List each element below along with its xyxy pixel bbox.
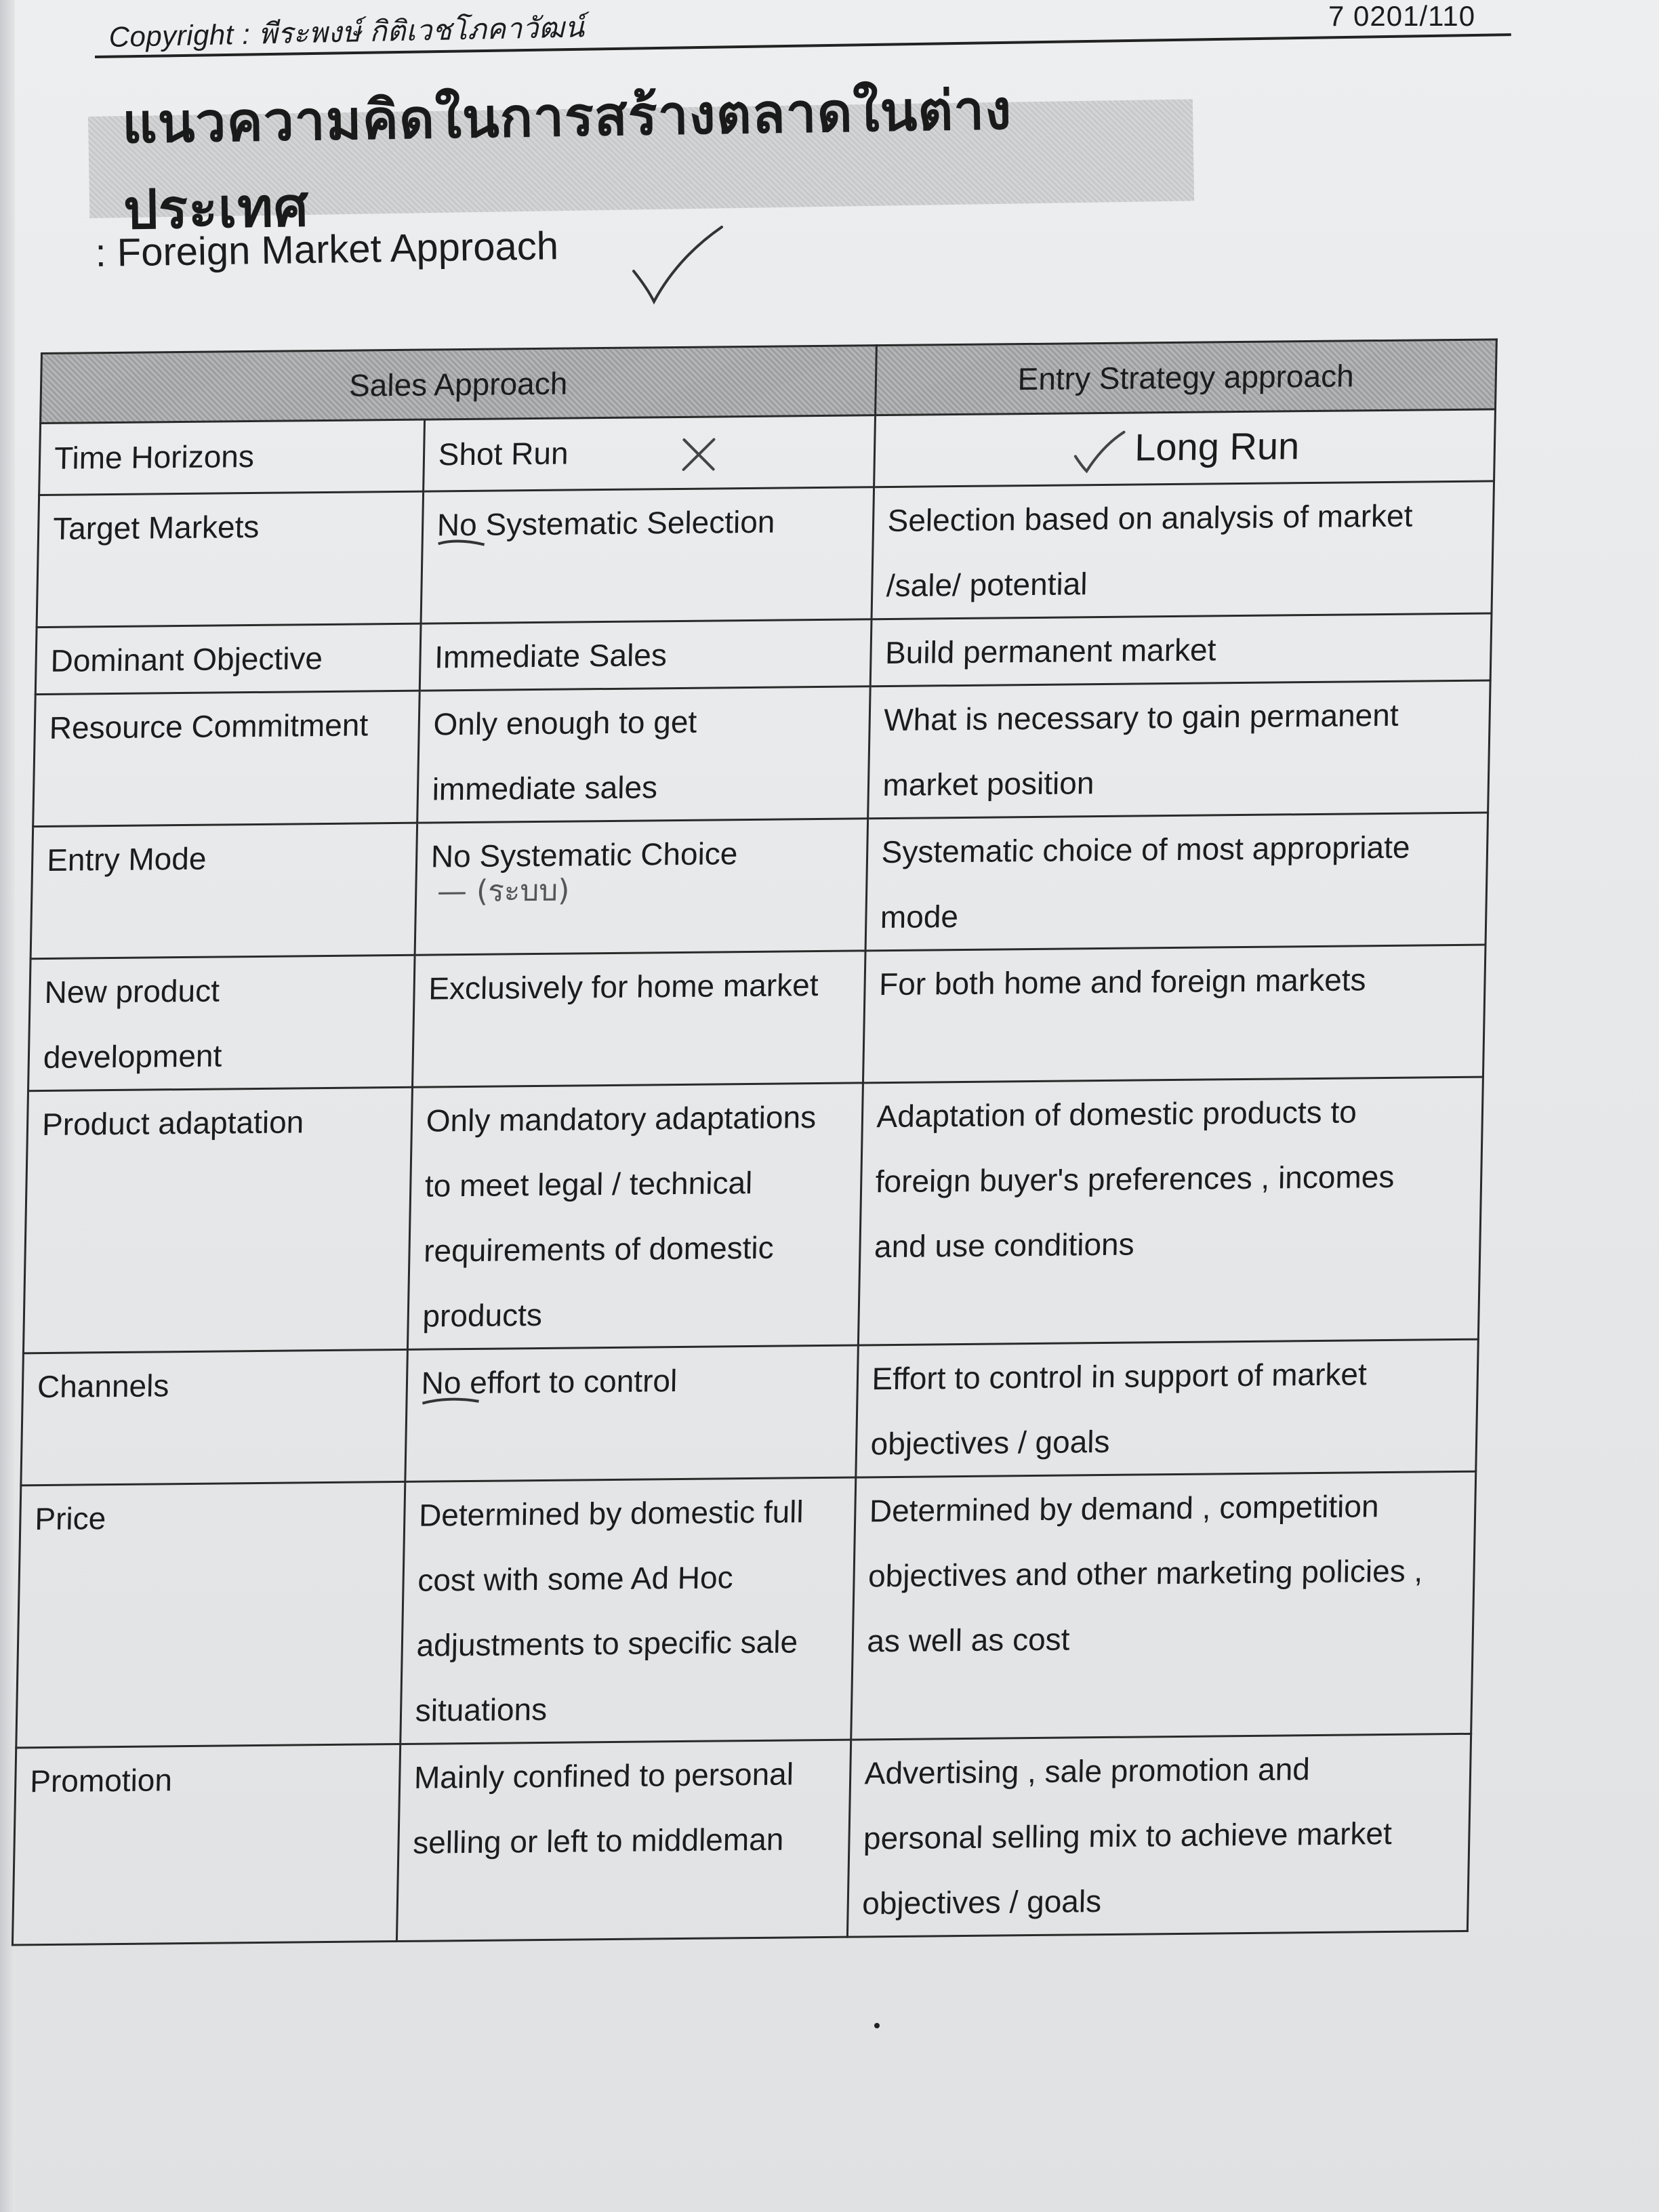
row-label: Price <box>16 1481 405 1748</box>
row-label: Resource Commitment <box>33 691 419 826</box>
sales-cell: No Systematic Choice — (ระบบ) <box>415 819 867 955</box>
entry-cell: Determined by demand , competition objectives and other marketing policies , as well as cost <box>851 1471 1476 1740</box>
table-row <box>33 680 1490 827</box>
entry-cell: What is necessary to gain permanent market position <box>867 680 1490 819</box>
entry-cell: Effort to control in support of market objectives / goals <box>855 1339 1478 1477</box>
table-header-row <box>41 340 1497 424</box>
row-label: Target Markets <box>37 491 423 627</box>
page-number: 7 0201/110 <box>1328 0 1476 32</box>
entry-cell: Advertising , sale promotion and personal selling mix to achieve market objectives / goals <box>847 1734 1471 1937</box>
table-row <box>21 1339 1478 1486</box>
thai-title-text: แนวความคิดในการสร้างตลาดในต่างประเทศ <box>121 79 1012 241</box>
sales-cell: Only enough to get immediate sales <box>417 687 869 823</box>
sales-cell: Mainly confined to personal selling or left to middleman <box>396 1740 851 1941</box>
table-row <box>28 945 1486 1091</box>
row-label: New product development <box>28 955 415 1090</box>
comparison-table <box>12 338 1498 1946</box>
copyright-header: Copyright : พีระพงษ์ กิติเวชโภคาวัฒน์ <box>108 11 585 53</box>
ink-dot <box>874 2023 880 2028</box>
handwritten-x-icon <box>678 434 720 475</box>
row-label: Product adaptation <box>23 1087 412 1353</box>
sales-cell: Determined by domestic full cost with some Ad Hoc adjustments to specific sale situations <box>400 1477 855 1744</box>
sales-cell: No Systematic Selection <box>421 487 874 623</box>
sales-cell: Immediate Sales <box>419 619 872 691</box>
row-label: Promotion <box>12 1744 400 1946</box>
table-row <box>39 409 1496 495</box>
handwritten-check-small-icon <box>1071 428 1126 476</box>
entry-cell: Build permanent market <box>870 613 1492 687</box>
row-label: Entry Mode <box>30 823 417 958</box>
entry-cell: For both home and foreign markets <box>863 945 1486 1083</box>
table-row <box>23 1077 1483 1353</box>
entry-cell: Selection based on analysis of market /sale/ potential <box>872 481 1494 619</box>
row-label: Dominant Objective <box>35 623 420 694</box>
entry-cell: Long Run <box>874 409 1495 487</box>
entry-cell: Systematic choice of most appropriate mode <box>865 813 1488 951</box>
thai-title-banner <box>88 79 1194 241</box>
sales-cell: Only mandatory adaptations to meet legal / technical requirements of domestic products <box>407 1083 863 1349</box>
table-row <box>12 1734 1471 1945</box>
table-row <box>30 813 1488 959</box>
sales-cell: No effort to control <box>405 1345 858 1481</box>
header-sales-approach: Sales Approach <box>41 346 876 424</box>
row-label: Channels <box>21 1349 407 1485</box>
row-label: Time Horizons <box>39 419 425 495</box>
header-entry-strategy: Entry Strategy approach <box>875 340 1496 415</box>
handwritten-note: — (ระบบ) <box>436 873 570 909</box>
table-row <box>37 481 1494 628</box>
entry-cell: Adaptation of domestic products to foreign buyer's preferences , incomes and use conditions <box>858 1077 1483 1345</box>
sales-cell: Exclusively for home market <box>412 951 865 1087</box>
sales-cell: Shot Run <box>423 415 875 491</box>
english-subtitle: : Foreign Market Approach <box>95 224 559 275</box>
comparison-table-wrapper <box>12 338 1498 1946</box>
handwritten-check-icon <box>630 224 725 312</box>
table-row <box>16 1471 1476 1748</box>
